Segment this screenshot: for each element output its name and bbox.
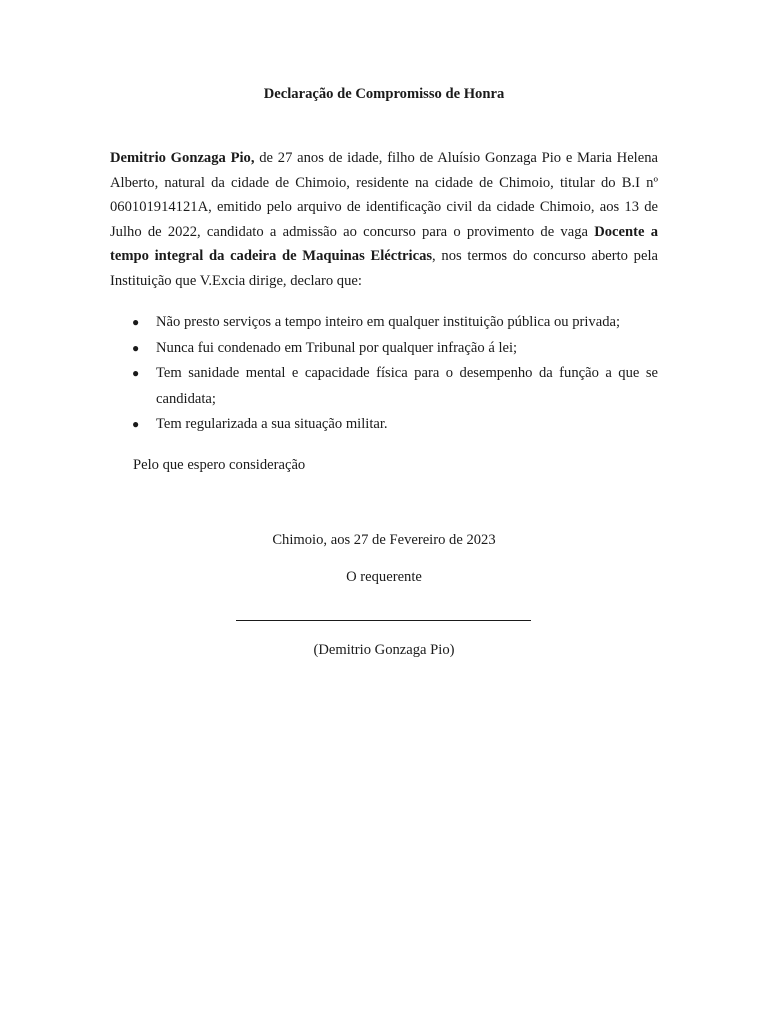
bullet-icon: ● bbox=[132, 340, 140, 355]
list-item: ● Tem regularizada a sua situação militar. bbox=[110, 412, 658, 438]
list-item: ● Tem sanidade mental e capacidade física para o desempenho da função a que se candidata; bbox=[110, 361, 658, 412]
document-title: Declaração de Compromisso de Honra bbox=[263, 86, 505, 102]
position-title: Docente a tempo integral da cadeira de Maquinas Eléctricas bbox=[110, 223, 658, 265]
bullet-icon: ● bbox=[132, 417, 140, 432]
signer-role: O requerente bbox=[346, 569, 422, 585]
declaration-paragraph bbox=[110, 146, 658, 294]
bullet-icon: ● bbox=[132, 366, 140, 381]
list-item: ● Não presto serviços a tempo inteiro em qualquer instituição pública ou privada; bbox=[110, 310, 658, 336]
signer-name: (Demitrio Gonzaga Pio) bbox=[313, 642, 455, 658]
signature-line bbox=[236, 620, 531, 621]
declaration-bullet-list bbox=[110, 310, 658, 438]
declarant-name: Demitrio Gonzaga Pio, bbox=[110, 150, 255, 166]
declaration-text-part-1: de 27 anos de idade, filho de Aluísio Gonzaga Pio e Maria Helena Alberto, natural da cidade de Chimoio, residente na cidade de Chimoio, titular do B.I nº 060101914121A, emitido pelo arquivo de identificação civil da cidade Chimoio, aos 13 de Julho de 2022, candidato a admissão ao concurso para o provimento de vaga bbox=[110, 150, 658, 240]
place-and-date: Chimoio, aos 27 de Fevereiro de 2023 bbox=[272, 532, 496, 548]
closing-remark: Pelo que espero consideração bbox=[133, 457, 306, 473]
list-item: ● Nunca fui condenado em Tribunal por qualquer infração á lei; bbox=[110, 336, 658, 362]
declaration-text-part-2: , nos termos do concurso aberto pela Instituição que V.Excia dirige, declaro que: bbox=[110, 248, 658, 289]
bullet-icon: ● bbox=[132, 315, 140, 329]
